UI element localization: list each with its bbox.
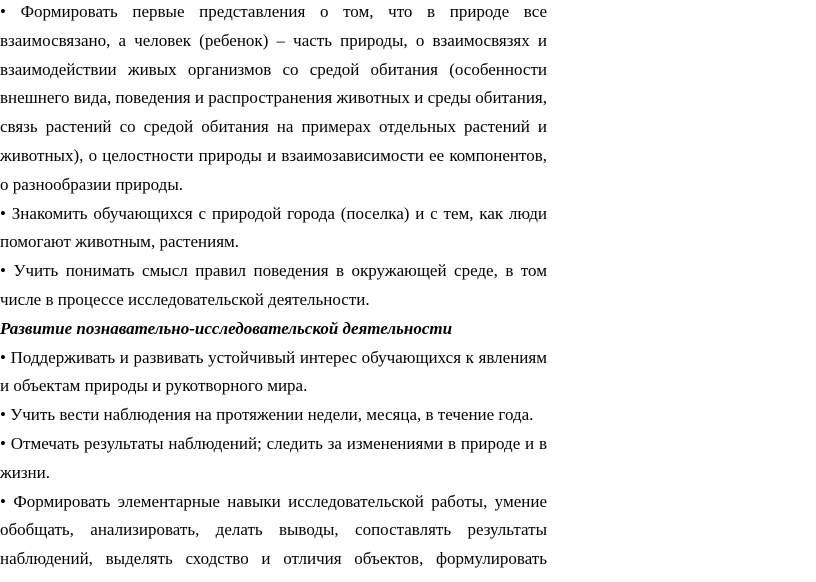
bullet-marker: • <box>0 405 6 425</box>
paragraph-text: Формировать элементарные навыки исследовательской работы, умение обобщать, анализировать, делать выводы, сопоставлять результаты наблюдений, выделять сходство и отличия объектов, формулировать <box>0 491 547 569</box>
bullet-marker: • <box>0 2 6 21</box>
paragraph-text: Учить понимать смысл правил поведения в окружающей среде, в том числе в процессе исследовательской деятельности. <box>0 261 547 309</box>
bullet-marker: • <box>0 433 6 453</box>
paragraph-text: Учить вести наблюдения на протяжении недели, месяца, в течение года. <box>10 405 534 425</box>
paragraph-text: Формировать первые представления о том, что в природе все взаимосвязано, а человек (ребенок) – часть природы, о взаимосвязях и взаимодействии живых организмов со средой обитания (особенности внешнего вида, поведения и распространения животных и среды обитания, связь растений со средой обитания на примерах отдельных растений и животных), о целостности природы и взаимозависимости ее компонентов, о разнообразии природы. <box>0 2 547 194</box>
bullet-marker: • <box>0 347 6 367</box>
bullet-marker: • <box>0 491 6 511</box>
bullet-paragraph-3 <box>0 257 547 315</box>
bullet-paragraph-6 <box>0 430 547 488</box>
bullet-paragraph-4 <box>0 344 547 402</box>
bullet-marker: • <box>0 261 6 281</box>
paragraph-text: Отмечать результаты наблюдений; следить за изменениями в природе и в жизни. <box>0 433 547 482</box>
bullet-marker: • <box>0 203 6 223</box>
bullet-paragraph-5 <box>0 401 547 430</box>
paragraph-text: Поддерживать и развивать устойчивый интерес обучающихся к явлениям и объектам природы и рукотворного мира. <box>0 347 547 396</box>
bullet-paragraph-2 <box>0 200 547 258</box>
bullet-paragraph-7 <box>0 488 547 574</box>
bullet-paragraph-1 <box>0 0 547 200</box>
paragraph-text: Знакомить обучающихся с природой города (поселка) и с тем, как люди помогают животным, растениям. <box>0 203 547 252</box>
section-heading: Развитие познавательно-исследовательской деятельности <box>0 318 453 338</box>
